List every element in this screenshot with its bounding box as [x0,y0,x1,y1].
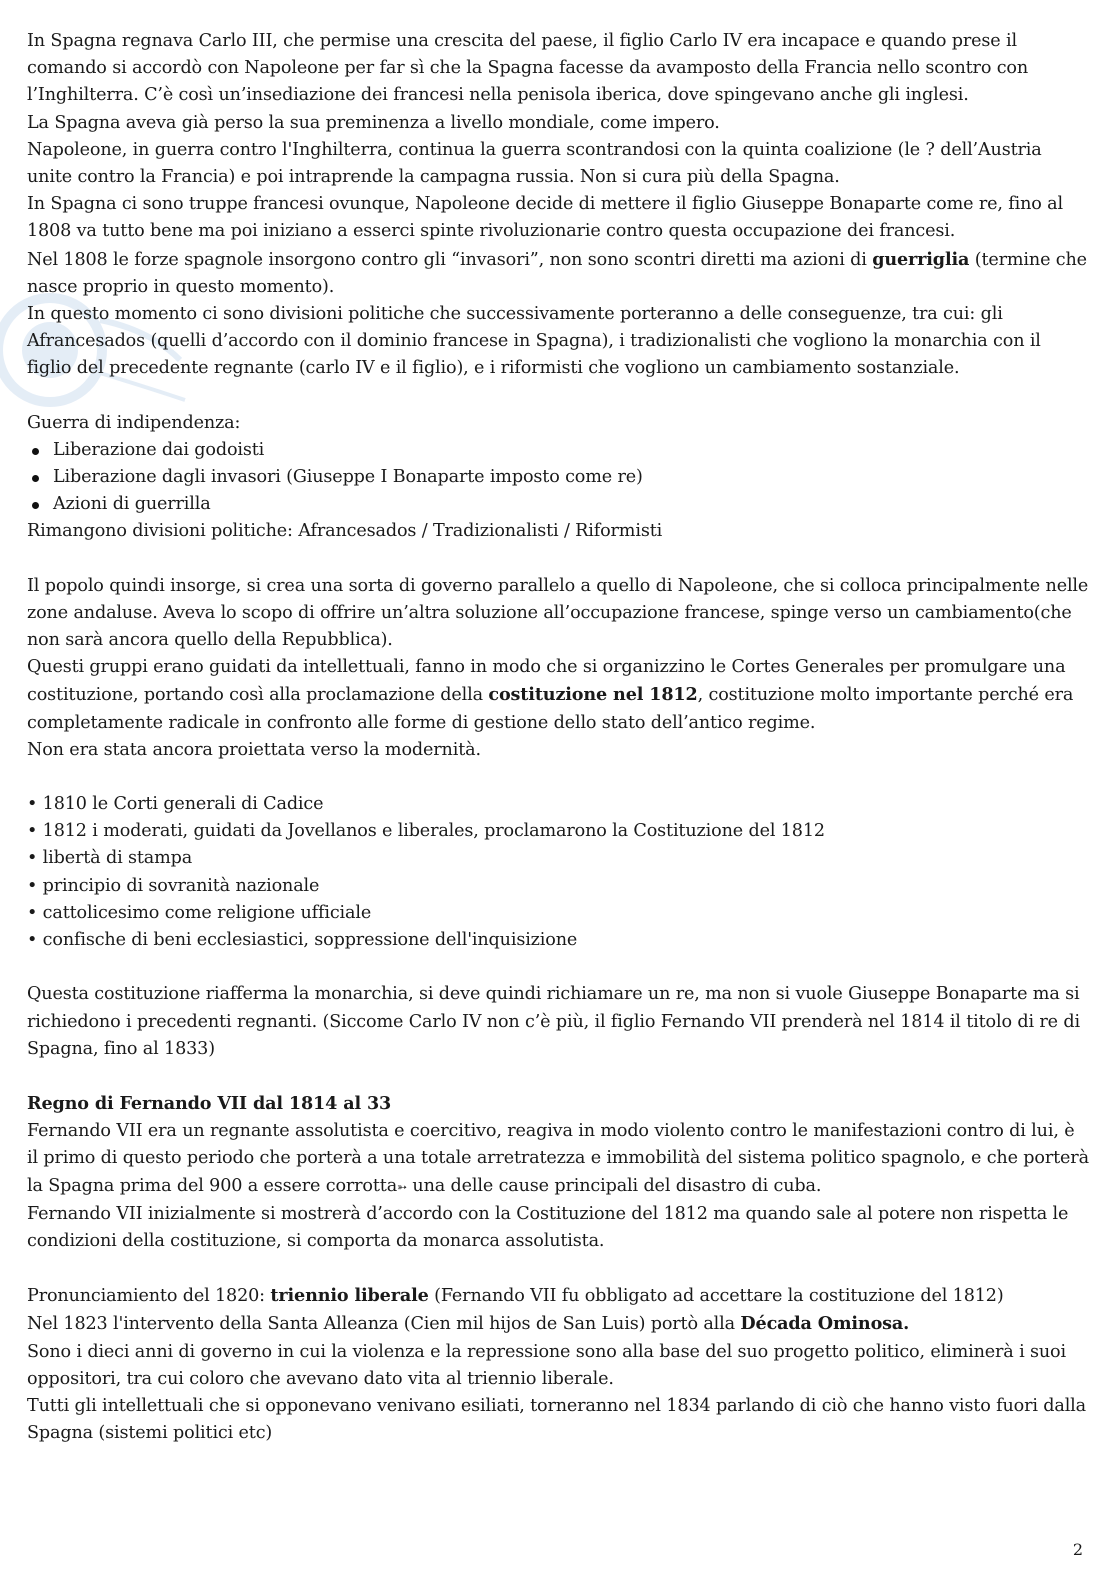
section-heading: Regno di Fernando VII dal 1814 al 33 [27,1092,392,1114]
intro-paragraph-1: In Spagna regnava Carlo III, che permise una crescita del paese, il figlio Carlo IV era incapace e quando prese il comando si accordò con Napoleone per far sì che la Spagna facesse da avamposto della Francia nello scontro con l’Inghilterra. C’è così un’insediazione dei francesi nella penisola iberica, dove spingevano anche gli inglesi. [27,31,1029,106]
document-body [27,28,1089,1447]
war-list [27,437,1089,519]
list-item: Liberazione dai godoisti [27,437,1089,464]
regno-heading [27,1090,1089,1118]
list-item: • 1810 le Corti generali di Cadice [27,791,1089,818]
final-paragraph-2: Tutti gli intellettuali che si opponevano venivano esiliati, torneranno nel 1834 parlando di ciò che hanno visto fuori dalla Spagna (sistemi politici etc) [27,1395,1086,1444]
war-heading: Guerra di indipendenza: [27,412,241,433]
triennio-paragraph [27,1282,1089,1310]
intro-paragraph-3: Napoleone, in guerra contro l'Inghilterra, continua la guerra scontrandosi con la quinta coalizione (le ? dell’Austria unite contro la Francia) e poi intraprende la campagna russia. Non si cura più della Spagna. [27,139,1042,188]
text-run: , costituzione molto importante perché era completamente radicale in confronto alle forme di gestione dello stato dell’antico regime. [27,685,1074,733]
spacer [27,1255,1089,1282]
bold-term-triennio: triennio liberale [270,1285,429,1307]
intro-paragraph-4: In Spagna ci sono truppe francesi ovunque, Napoleone decide di mettere il figlio Giuseppe Bonaparte come re, fino al 1808 va tutto bene ma poi iniziano a esserci spinte rivoluzionarie contro questa occupazione dei francesi. [27,194,1063,242]
war-footer: Rimangono divisioni politiche: Afrancesados / Tradizionalisti / Riformisti [27,521,663,542]
text-run: Questi gruppi erano guidati da intellettuali, fanno in modo che si organizzino le Cortes Generales per promulgare una costituzione, portando così alla proclamazione della [27,657,1066,706]
decada-paragraph [27,1310,1089,1338]
text-run: una delle cause principali del disastro di cuba. [406,1175,822,1196]
intro-paragraph-2: La Spagna aveva già perso la sua preminenza a livello mondiale, come impero. [27,112,720,133]
list-item: • libertà di stampa [27,845,1089,872]
costituzione-paragraph [27,654,1089,737]
list-item: Liberazione dagli invasori (Giuseppe I Bonaparte imposto come re) [27,464,1089,491]
spacer [27,1063,1089,1090]
page-number: 2 [1072,1540,1083,1559]
bold-term-guerriglia: guerriglia [872,248,970,270]
list-item: • cattolicesimo come religione ufficiale [27,900,1089,927]
arrow-icon: ➳ [397,1179,407,1194]
final-paragraph-1: Sono i dieci anni di governo in cui la violenza e la repressione sono alla base del suo progetto politico, eliminerà i suoi oppositori, tra cui coloro che avevano dato vita al triennio liberale. [27,1341,1066,1389]
spacer [27,546,1089,573]
constitution-bullets [27,791,1089,954]
monarchia-paragraph: Questa costituzione riafferma la monarchia, si deve quindi richiamare un re, ma non si vuole Giuseppe Bonaparte ma si richiedono i precedenti regnanti. (Siccome Carlo IV non c’è più, il figlio Fernando VII prenderà nel 1814 il titolo di re di Spagna, fino al 1833) [27,984,1080,1059]
spacer [27,954,1089,981]
spacer [27,764,1089,791]
modernita-paragraph: Non era stata ancora proiettata verso la modernità. [27,739,481,760]
text-run: Nel 1808 le forze spagnole insorgono contro gli “invasori”, non sono scontri diretti ma azioni di [27,249,873,270]
divisions-paragraph: In questo momento ci sono divisioni politiche che successivamente porteranno a delle conseguenze, tra cui: gli Afrancesados (quelli d’accordo con il dominio francese in Spagna), i tradizionalisti che vogliono la monarchia con il figlio del precedente regnante (carlo IV e il figlio), e i riformisti che vogliono un cambiamento sostanziale. [27,304,1041,379]
bold-term-decada: Década Ominosa. [740,1313,910,1335]
list-item: • 1812 i moderati, guidati da Jovellanos e liberales, proclamarono la Costituzione del 1812 [27,818,1089,845]
text-run: Pronunciamiento del 1820: [27,1286,271,1307]
list-item: Azioni di guerrilla [27,491,1089,518]
text-run: (termine che nasce proprio in questo momento). [27,249,1087,297]
popolo-paragraph: Il popolo quindi insorge, si crea una sorta di governo parallelo a quello di Napoleone, che si colloca principalmente nelle zone andaluse. Aveva lo scopo di offrire un’altra soluzione all’occupazione francese, spinge verso un cambiamento(che non sarà ancora quello della Repubblica). [27,575,1089,651]
text-run: Fernando VII era un regnante assolutista e coercitivo, reagiva in modo violento contro le manifestazioni contro di lui, è il primo di questo periodo che porterà a una totale arretratezza e immobilità del sistema politico spagnolo, e che porterà la Spagna prima del 900 a essere corrotta [27,1121,1089,1196]
list-item: • confische di beni ecclesiastici, soppressione dell'inquisizione [27,927,1089,954]
bold-term-costituzione: costituzione nel 1812 [488,684,698,706]
text-run: Nel 1823 l'intervento della Santa Alleanza (Cien mil hijos de San Luis) portò alla [27,1314,741,1335]
text-run: (Fernando VII fu obbligato ad accettare la costituzione del 1812) [428,1286,1004,1307]
regno-paragraph-1 [27,1118,1089,1201]
spacer [27,383,1089,410]
guerriglia-paragraph [27,246,1089,301]
regno-paragraph-2: Fernando VII inizialmente si mostrerà d’accordo con la Costituzione del 1812 ma quando sale al potere non rispetta le condizioni della costituzione, si comporta da monarca assolutista. [27,1203,1069,1251]
list-item: • principio di sovranità nazionale [27,873,1089,900]
